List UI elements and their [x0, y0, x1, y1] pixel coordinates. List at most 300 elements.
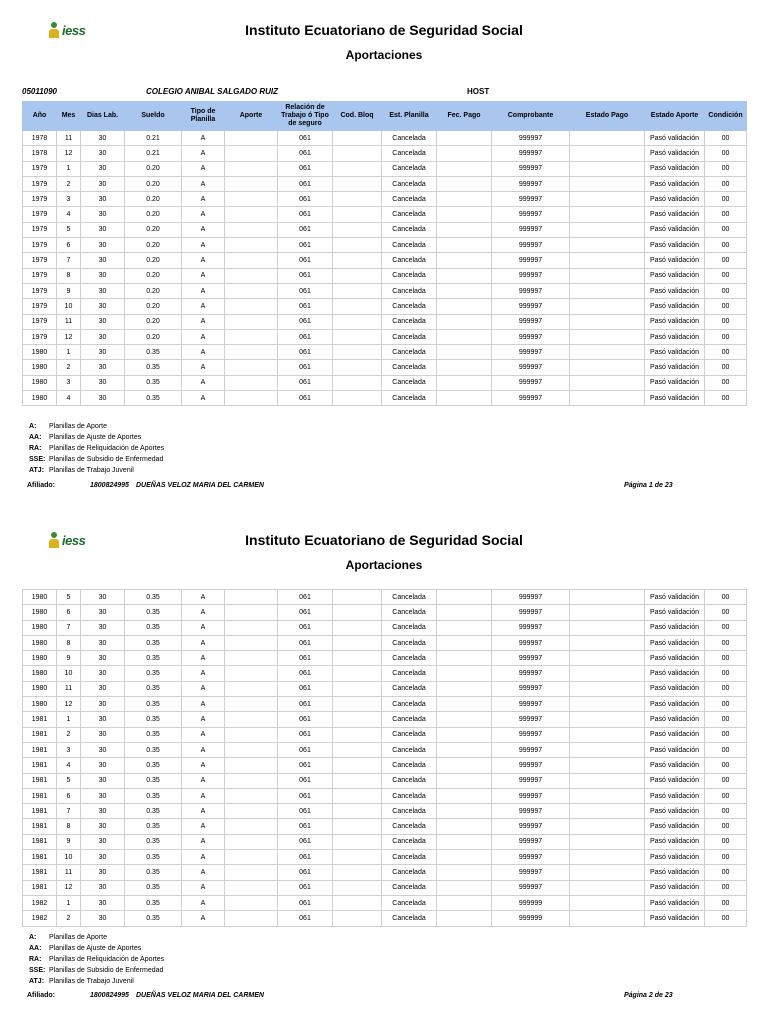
table-cell: 0.35 — [125, 727, 182, 742]
table-cell: 00 — [705, 146, 747, 161]
table-row — [23, 268, 747, 283]
table-cell: 11 — [57, 131, 81, 146]
table-cell: 0.35 — [125, 635, 182, 650]
table-cell: A — [182, 773, 225, 788]
legend-key: RA: — [29, 445, 42, 452]
table-cell: 30 — [81, 834, 125, 849]
table-cell: Cancelada — [382, 635, 437, 650]
employer-name: COLEGIO ANIBAL SALGADO RUIZ — [146, 87, 278, 96]
table-cell: 999997 — [492, 314, 570, 329]
table-cell: A — [182, 329, 225, 344]
table-cell: 2 — [57, 727, 81, 742]
table-cell: 9 — [57, 651, 81, 666]
table-cell — [333, 345, 382, 360]
table-cell — [333, 268, 382, 283]
table-cell: 30 — [81, 712, 125, 727]
table-cell: Cancelada — [382, 712, 437, 727]
table-cell: 1981 — [23, 804, 57, 819]
table-cell: 30 — [81, 605, 125, 620]
table-cell — [225, 620, 278, 635]
table-cell: Cancelada — [382, 345, 437, 360]
table-cell — [437, 314, 492, 329]
table-cell — [333, 329, 382, 344]
employer-code: 05011090 — [22, 87, 57, 96]
table-cell: 00 — [705, 804, 747, 819]
table-cell — [570, 865, 645, 880]
table-cell — [570, 742, 645, 757]
table-cell: 00 — [705, 375, 747, 390]
employer-source: HOST — [467, 87, 490, 96]
table-cell: 999997 — [492, 360, 570, 375]
page-subtitle: Aportaciones — [345, 558, 423, 572]
table-cell: 30 — [81, 880, 125, 895]
table-cell: 061 — [278, 176, 333, 191]
table-cell: Pasó validación — [645, 712, 705, 727]
table-cell: 1 — [57, 345, 81, 360]
table-cell: 30 — [81, 850, 125, 865]
table-cell: Cancelada — [382, 131, 437, 146]
table-cell: Pasó validación — [645, 697, 705, 712]
table-cell: 1980 — [23, 590, 57, 605]
table-cell: 4 — [57, 207, 81, 222]
table-row — [23, 819, 747, 834]
table-cell: Pasó validación — [645, 880, 705, 895]
table-row — [23, 850, 747, 865]
table-cell — [570, 697, 645, 712]
table-cell: 0.20 — [125, 314, 182, 329]
table-cell: 0.35 — [125, 880, 182, 895]
legend-item — [29, 976, 164, 987]
table-cell — [333, 911, 382, 926]
table-cell — [570, 788, 645, 803]
table-cell: 1980 — [23, 360, 57, 375]
table-row — [23, 176, 747, 191]
table-cell: Cancelada — [382, 819, 437, 834]
table-cell: 00 — [705, 299, 747, 314]
table-cell: Cancelada — [382, 207, 437, 222]
table-cell: 999997 — [492, 207, 570, 222]
table-row — [23, 222, 747, 237]
table-cell: Cancelada — [382, 850, 437, 865]
table-cell: 0.20 — [125, 222, 182, 237]
table-cell: Cancelada — [382, 605, 437, 620]
table-cell: 061 — [278, 697, 333, 712]
table-cell: Pasó validación — [645, 773, 705, 788]
table-cell — [225, 681, 278, 696]
table-cell — [225, 131, 278, 146]
table-cell: 061 — [278, 391, 333, 406]
table-cell: 30 — [81, 176, 125, 191]
table-cell — [437, 238, 492, 253]
table-cell: 999997 — [492, 605, 570, 620]
table-cell: 30 — [81, 590, 125, 605]
table-cell — [225, 345, 278, 360]
table-cell — [225, 176, 278, 191]
table-cell: 5 — [57, 222, 81, 237]
table-cell — [570, 207, 645, 222]
table-cell: A — [182, 681, 225, 696]
table-cell — [570, 758, 645, 773]
table-cell — [437, 697, 492, 712]
table-row — [23, 635, 747, 650]
table-cell — [225, 605, 278, 620]
table-cell: Cancelada — [382, 880, 437, 895]
table-cell: Pasó validación — [645, 161, 705, 176]
column-header: Estado Aporte — [645, 102, 705, 131]
table-cell: 30 — [81, 238, 125, 253]
table-row — [23, 712, 747, 727]
table-cell: 061 — [278, 299, 333, 314]
table-cell — [570, 253, 645, 268]
table-cell — [570, 283, 645, 298]
table-cell — [570, 329, 645, 344]
table-cell: 30 — [81, 773, 125, 788]
table-cell — [333, 712, 382, 727]
table-cell — [333, 590, 382, 605]
table-cell: 12 — [57, 697, 81, 712]
table-cell: Cancelada — [382, 834, 437, 849]
table-cell: 1981 — [23, 712, 57, 727]
table-cell: 061 — [278, 161, 333, 176]
table-cell: 00 — [705, 773, 747, 788]
table-cell: 0.35 — [125, 651, 182, 666]
table-cell — [570, 360, 645, 375]
table-cell: Pasó validación — [645, 758, 705, 773]
table-cell: 11 — [57, 681, 81, 696]
table-cell — [570, 161, 645, 176]
table-cell — [333, 375, 382, 390]
table-cell: 00 — [705, 222, 747, 237]
table-cell: A — [182, 131, 225, 146]
table-cell: 061 — [278, 742, 333, 757]
table-cell: 30 — [81, 911, 125, 926]
legend-item — [29, 443, 164, 454]
report-page-1 — [0, 0, 768, 505]
table-cell — [333, 651, 382, 666]
table-cell: 1979 — [23, 268, 57, 283]
table-cell — [437, 192, 492, 207]
table-cell: 999997 — [492, 651, 570, 666]
table-cell: A — [182, 819, 225, 834]
affiliate-name: DUEÑAS VELOZ MARIA DEL CARMEN — [136, 992, 264, 999]
table-cell: A — [182, 742, 225, 757]
table-cell — [225, 283, 278, 298]
table-cell: 061 — [278, 819, 333, 834]
table-cell: Pasó validación — [645, 375, 705, 390]
legend-text: Planillas de Reliquidación de Aportes — [49, 445, 165, 452]
table-cell: 061 — [278, 850, 333, 865]
legend-item — [29, 943, 164, 954]
table-cell: 999997 — [492, 222, 570, 237]
table-cell: Cancelada — [382, 360, 437, 375]
table-cell: Pasó validación — [645, 635, 705, 650]
table-cell — [333, 253, 382, 268]
table-cell: 10 — [57, 666, 81, 681]
legend-text: Planillas de Ajuste de Aportes — [49, 945, 142, 952]
table-cell — [570, 651, 645, 666]
table-cell: 30 — [81, 727, 125, 742]
column-header: Aporte — [225, 102, 278, 131]
table-cell: 999997 — [492, 375, 570, 390]
table-cell — [225, 375, 278, 390]
table-cell: 6 — [57, 238, 81, 253]
table-cell — [437, 375, 492, 390]
table-cell: 00 — [705, 911, 747, 926]
table-row — [23, 391, 747, 406]
table-cell: 00 — [705, 742, 747, 757]
table-cell — [333, 360, 382, 375]
table-cell — [333, 131, 382, 146]
table-cell: Pasó validación — [645, 850, 705, 865]
legend-item — [29, 932, 164, 943]
legend-key: SSE: — [29, 967, 46, 974]
table-cell: 5 — [57, 590, 81, 605]
affiliate-id: 1800824995 — [90, 482, 129, 489]
table-cell: Cancelada — [382, 697, 437, 712]
table-row — [23, 727, 747, 742]
table-cell: A — [182, 146, 225, 161]
table-cell — [225, 834, 278, 849]
table-cell: 30 — [81, 620, 125, 635]
table-cell: 30 — [81, 804, 125, 819]
table-cell: 0.35 — [125, 834, 182, 849]
table-row — [23, 192, 747, 207]
table-cell — [225, 238, 278, 253]
table-cell: 999997 — [492, 666, 570, 681]
table-row — [23, 834, 747, 849]
table-cell: Cancelada — [382, 788, 437, 803]
table-cell: Cancelada — [382, 176, 437, 191]
table-cell: Cancelada — [382, 666, 437, 681]
table-cell: 0.35 — [125, 620, 182, 635]
table-cell: 1981 — [23, 788, 57, 803]
table-cell: 1981 — [23, 850, 57, 865]
table-cell: 00 — [705, 176, 747, 191]
column-header: Estado Pago — [570, 102, 645, 131]
table-cell — [225, 268, 278, 283]
table-cell: Pasó validación — [645, 804, 705, 819]
table-cell: 4 — [57, 391, 81, 406]
table-cell: A — [182, 834, 225, 849]
table-cell: 999997 — [492, 788, 570, 803]
table-row — [23, 681, 747, 696]
table-cell: 11 — [57, 865, 81, 880]
table-cell: 061 — [278, 222, 333, 237]
table-cell — [225, 804, 278, 819]
table-cell: 061 — [278, 666, 333, 681]
table-cell: 061 — [278, 314, 333, 329]
table-cell: 30 — [81, 207, 125, 222]
table-cell: Pasó validación — [645, 788, 705, 803]
page-number: Página 1 de 23 — [624, 482, 673, 489]
table-cell: 30 — [81, 146, 125, 161]
table-cell: 1978 — [23, 131, 57, 146]
table-cell: 00 — [705, 635, 747, 650]
table-cell: Pasó validación — [645, 146, 705, 161]
table-cell — [570, 345, 645, 360]
table-cell: A — [182, 712, 225, 727]
contributions-table — [22, 589, 747, 927]
table-cell: 061 — [278, 253, 333, 268]
table-cell: 061 — [278, 804, 333, 819]
table-cell: 0.35 — [125, 360, 182, 375]
column-header: Año — [23, 102, 57, 131]
table-cell: 0.35 — [125, 666, 182, 681]
legend-text: Planillas de Reliquidación de Aportes — [49, 956, 165, 963]
table-cell — [570, 773, 645, 788]
table-cell: 999997 — [492, 299, 570, 314]
table-cell — [333, 819, 382, 834]
table-cell: 9 — [57, 834, 81, 849]
table-cell: 00 — [705, 314, 747, 329]
table-cell: 30 — [81, 268, 125, 283]
table-cell — [437, 804, 492, 819]
table-cell — [437, 880, 492, 895]
table-row — [23, 238, 747, 253]
table-cell: 1981 — [23, 727, 57, 742]
page-number: Página 2 de 23 — [624, 992, 673, 999]
table-cell — [570, 666, 645, 681]
table-cell: 1979 — [23, 161, 57, 176]
table-cell: Pasó validación — [645, 391, 705, 406]
table-cell: 30 — [81, 345, 125, 360]
legend — [29, 932, 164, 987]
table-cell — [437, 222, 492, 237]
table-cell: 1979 — [23, 299, 57, 314]
table-cell — [437, 590, 492, 605]
column-header: Cod. Bloq — [333, 102, 382, 131]
table-cell: A — [182, 804, 225, 819]
table-cell — [333, 283, 382, 298]
table-cell: 2 — [57, 360, 81, 375]
table-cell: 00 — [705, 620, 747, 635]
table-cell: 10 — [57, 850, 81, 865]
table-cell: A — [182, 391, 225, 406]
page-title: Instituto Ecuatoriano de Seguridad Social — [245, 22, 523, 38]
table-cell: 999997 — [492, 758, 570, 773]
table-cell: 12 — [57, 880, 81, 895]
table-cell: 00 — [705, 865, 747, 880]
table-cell: 061 — [278, 681, 333, 696]
table-cell — [570, 146, 645, 161]
table-cell: 1 — [57, 895, 81, 910]
table-cell: 061 — [278, 207, 333, 222]
table-cell — [333, 681, 382, 696]
table-cell: 0.35 — [125, 895, 182, 910]
table-cell — [570, 804, 645, 819]
table-cell: A — [182, 697, 225, 712]
table-cell: Pasó validación — [645, 268, 705, 283]
table-cell: 30 — [81, 192, 125, 207]
table-cell — [225, 253, 278, 268]
table-cell: Cancelada — [382, 865, 437, 880]
table-cell — [225, 329, 278, 344]
table-cell: 061 — [278, 773, 333, 788]
table-cell: 0.35 — [125, 788, 182, 803]
table-cell: 999997 — [492, 819, 570, 834]
table-cell — [225, 360, 278, 375]
table-row — [23, 788, 747, 803]
table-cell: Cancelada — [382, 299, 437, 314]
page-title: Instituto Ecuatoriano de Seguridad Social — [245, 532, 523, 548]
table-cell — [570, 681, 645, 696]
affiliate-id: 1800824995 — [90, 992, 129, 999]
table-cell: 00 — [705, 207, 747, 222]
table-cell: 00 — [705, 666, 747, 681]
legend-text: Planillas de Trabajo Juvenil — [49, 467, 134, 474]
legend-item — [29, 465, 164, 476]
table-cell — [225, 712, 278, 727]
table-cell: 00 — [705, 697, 747, 712]
table-cell: 00 — [705, 819, 747, 834]
table-cell: 061 — [278, 727, 333, 742]
table-cell — [570, 192, 645, 207]
table-cell: Cancelada — [382, 238, 437, 253]
table-cell: 7 — [57, 804, 81, 819]
table-cell — [437, 299, 492, 314]
table-cell: 30 — [81, 788, 125, 803]
table-row — [23, 697, 747, 712]
table-cell — [333, 804, 382, 819]
legend-key: A: — [29, 423, 37, 430]
table-cell: 1981 — [23, 880, 57, 895]
table-cell: 12 — [57, 146, 81, 161]
table-cell: 0.20 — [125, 238, 182, 253]
legend-key: ATJ: — [29, 978, 45, 985]
table-cell: 999997 — [492, 283, 570, 298]
table-cell: 1979 — [23, 253, 57, 268]
table-cell: 00 — [705, 345, 747, 360]
table-cell — [225, 391, 278, 406]
table-cell: 00 — [705, 681, 747, 696]
table-cell: Cancelada — [382, 283, 437, 298]
table-cell: 1979 — [23, 222, 57, 237]
table-cell: 00 — [705, 283, 747, 298]
table-cell: 30 — [81, 635, 125, 650]
table-cell: 061 — [278, 360, 333, 375]
table-cell: 9 — [57, 283, 81, 298]
table-cell: 0.20 — [125, 299, 182, 314]
table-cell: Pasó validación — [645, 819, 705, 834]
table-cell: Cancelada — [382, 222, 437, 237]
table-cell — [570, 880, 645, 895]
table-cell — [437, 666, 492, 681]
table-cell: 0.35 — [125, 712, 182, 727]
table-cell — [437, 360, 492, 375]
table-cell: 1979 — [23, 238, 57, 253]
table-row — [23, 345, 747, 360]
table-cell — [437, 605, 492, 620]
table-row — [23, 375, 747, 390]
table-cell — [570, 299, 645, 314]
table-header-row — [23, 102, 747, 131]
table-cell: 0.35 — [125, 375, 182, 390]
table-cell: Pasó validación — [645, 253, 705, 268]
legend-item — [29, 432, 164, 443]
table-cell: 30 — [81, 222, 125, 237]
page-subtitle: Aportaciones — [345, 48, 423, 62]
table-cell — [333, 391, 382, 406]
table-cell: 00 — [705, 192, 747, 207]
table-cell: 1979 — [23, 207, 57, 222]
table-cell: Pasó validación — [645, 895, 705, 910]
table-cell: 1979 — [23, 283, 57, 298]
table-cell: 999997 — [492, 712, 570, 727]
table-cell: 061 — [278, 238, 333, 253]
table-cell — [333, 161, 382, 176]
legend — [29, 421, 164, 476]
table-cell — [437, 727, 492, 742]
